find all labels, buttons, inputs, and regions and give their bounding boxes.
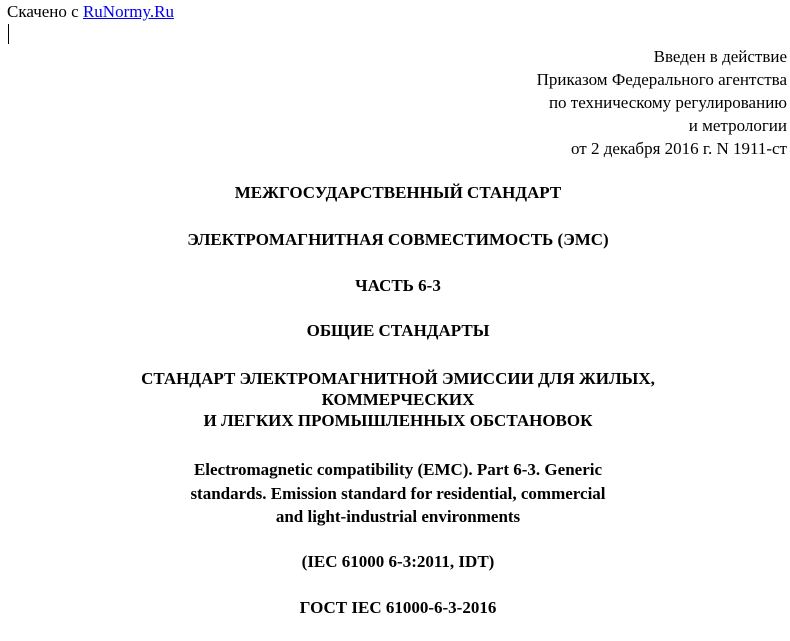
approval-line: от 2 декабря 2016 г. N 1911-ст xyxy=(570,139,787,158)
source-link[interactable]: RuNormy.Ru xyxy=(82,2,174,21)
source-line xyxy=(7,2,174,22)
standard-type-heading: МЕЖГОСУДАРСТВЕННЫЙ СТАНДАРТ xyxy=(234,183,562,202)
english-title xyxy=(0,458,790,529)
main-title-line: И ЛЕГКИХ ПРОМЫШЛЕННЫХ ОБСТАНОВОК xyxy=(203,411,593,430)
source-prefix: Скачено с xyxy=(7,2,79,21)
text-cursor xyxy=(8,24,9,44)
part-heading: ЧАСТЬ 6-3 xyxy=(355,276,441,295)
english-title-line: Electromagnetic compatibility (EMC). Part 6-3. Generic xyxy=(193,460,603,479)
category-heading: ОБЩИЕ СТАНДАРТЫ xyxy=(306,321,490,340)
english-title-line: and light-industrial environments xyxy=(275,507,521,526)
gost-number: ГОСТ IEC 61000-6-3-2016 xyxy=(299,598,497,617)
approval-line: и метрологии xyxy=(688,116,787,135)
main-title xyxy=(0,368,790,431)
iec-reference: (IEC 61000 6-3:2011, IDT) xyxy=(301,552,495,571)
approval-line: по техническому регулированию xyxy=(548,93,787,112)
approval-line: Приказом Федерального агентства xyxy=(536,70,787,89)
english-title-line: standards. Emission standard for residential, commercial xyxy=(190,483,606,503)
approval-block xyxy=(537,45,787,160)
approval-line: Введен в действие xyxy=(653,47,787,66)
main-title-line: КОММЕРЧЕСКИХ xyxy=(321,390,475,409)
main-title-line: СТАНДАРТ ЭЛЕКТРОМАГНИТНОЙ ЭМИССИИ ДЛЯ ЖИЛЫХ, xyxy=(141,369,655,388)
series-heading: ЭЛЕКТРОМАГНИТНАЯ СОВМЕСТИМОСТЬ (ЭМС) xyxy=(187,230,609,249)
